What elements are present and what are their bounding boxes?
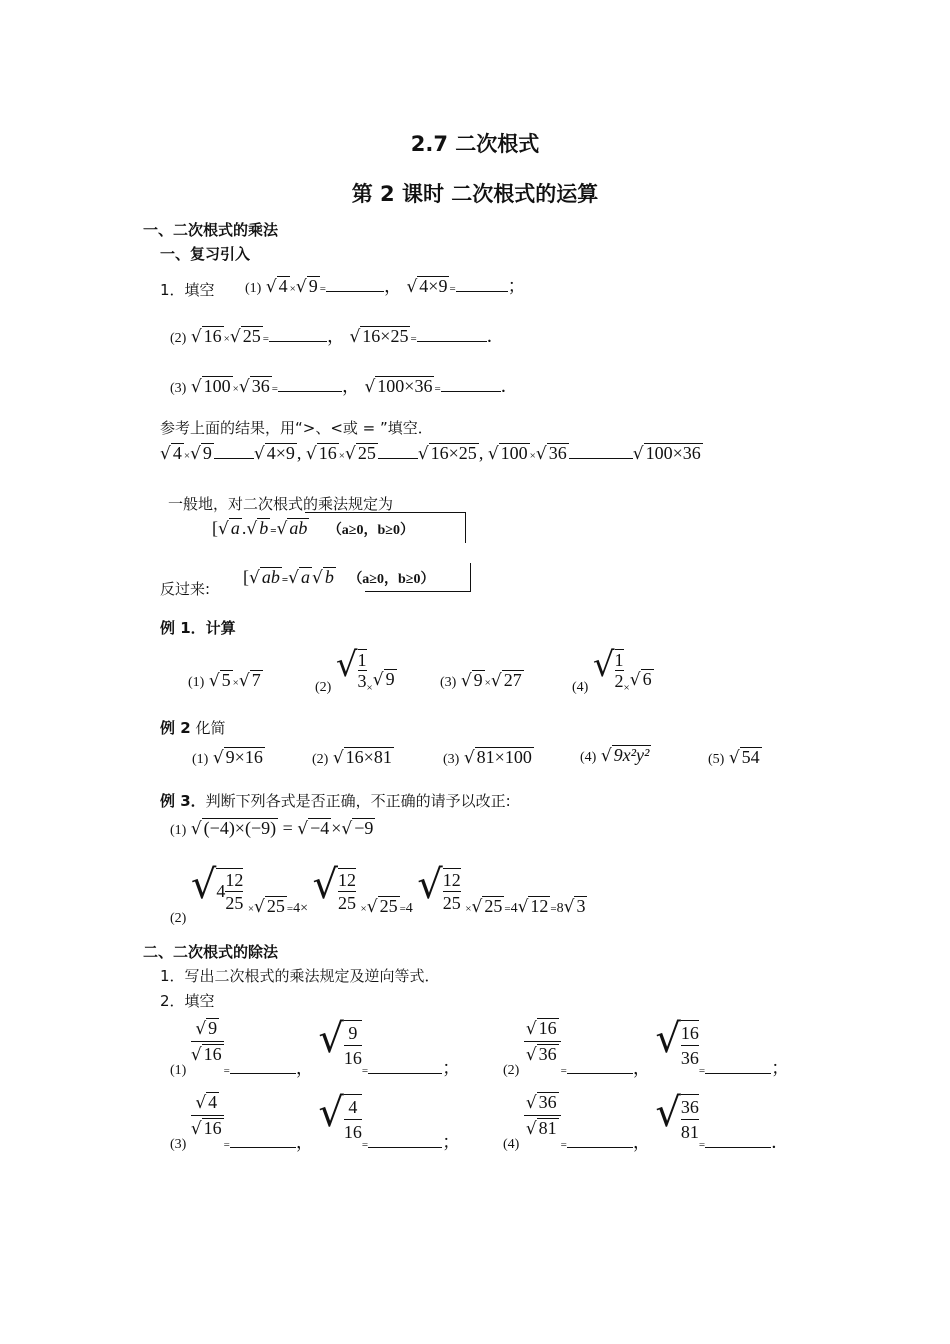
question-3: (3) √ 100 ×√ 36 = ， √ 100×36 = ． (170, 376, 519, 397)
example-1-item-1: (1) √ 5 ×√ 7 (188, 670, 261, 691)
compare-row: √ 4 ×√ 9 √ 4×9 , √ 16 ×√ 25 √ 16×25 , √ 100 ×√ 36 √ 100×36 (160, 443, 701, 464)
question-2: (2) √ 16 ×√ 25 = ， √ 16×25 = ． (170, 326, 505, 347)
page-title: 2.7 二次根式 (410, 132, 540, 156)
fill-label: 1．填空 (160, 281, 215, 299)
example-1-item-2: $_{(2)}$ √ $\frac{1}{3}$ $_\times$√ 9 (315, 645, 395, 695)
example-2-heading: 例 2 化简 (160, 719, 226, 737)
compare-instruction: 参考上面的结果，用“>、<或 = ”填空． (160, 419, 433, 437)
example-2-item-1: (1) √ 9×16 (192, 747, 263, 768)
example-2-item-5: (5) √ 54 (708, 747, 760, 768)
example-2-item-3: (3) √ 81×100 (443, 747, 532, 768)
example-3-item-2: $_{(2)}$ √4 $\frac{12}{25}$ ×√ 25 =4× √ $\frac{12}{25}$ ×√ 25 =4 √ $\frac{12}{25}$ ×√ 25 =4√ 12 =8√ 3 (170, 862, 586, 926)
rule-text: 一般地，对二次根式的乘法规定为 (168, 495, 394, 513)
page-subtitle: 第 2 课时 二次根式的运算 (351, 182, 599, 206)
example-1-item-3: (3) √ 9 ×√ 27 (440, 670, 522, 691)
example-1-item-4: $_{(4)}$ √ $\frac{1}{2}$ $_\times$√ 6 (572, 645, 652, 695)
division-task-1: 1．写出二次根式的乘法规定及逆向等式． (160, 967, 440, 985)
division-task-2: 2．填空 (160, 992, 215, 1010)
example-1-heading: 例 1．计算 (160, 619, 236, 637)
example-2-item-4: (4) √ 9x²y² (580, 745, 650, 766)
example-2-item-2: (2) √ 16×81 (312, 747, 392, 768)
question-1: (1) √ 4 ×√ 9 = ， √ 4×9 = ； (245, 276, 526, 297)
reverse-label: 反过来: (160, 580, 211, 598)
division-question-3: $_{(3)}$ $\frac{√ 4}{√ 16}$ = ， √ $\frac{4}{16}$ = ； (170, 1090, 461, 1152)
reverse-formula: [√ ab =√ a √ b （a≥0，b≥0） (243, 567, 435, 588)
example-3-heading: 例 3．判断下列各式是否正确，不正确的请予以改正: (160, 792, 511, 810)
rule-formula: [√ a .√ b =√ ab （a≥0，b≥0） (212, 518, 414, 539)
division-question-1: $_{(1)}$ $\frac{√ 9}{√ 16}$ = ， √ $\frac{9}{16}$ = ； (170, 1016, 461, 1078)
example-3-item-1: (1) √ (−4)×(−9) = √ −4 ×√ −9 (170, 818, 374, 839)
division-question-2: $_{(2)}$ $\frac{√ 16}{√ 36}$ = ， √ $\frac{16}{36}$ = ； (503, 1016, 790, 1078)
section-division-heading: 二、二次根式的除法 (143, 943, 279, 961)
review-heading: 一、复习引入 (160, 245, 251, 263)
section-multiplication-heading: 一、二次根式的乘法 (143, 221, 279, 239)
division-question-4: $_{(4)}$ $\frac{√ 36}{√ 81}$ = ， √ $\frac{36}{81}$ = ． (503, 1090, 790, 1152)
